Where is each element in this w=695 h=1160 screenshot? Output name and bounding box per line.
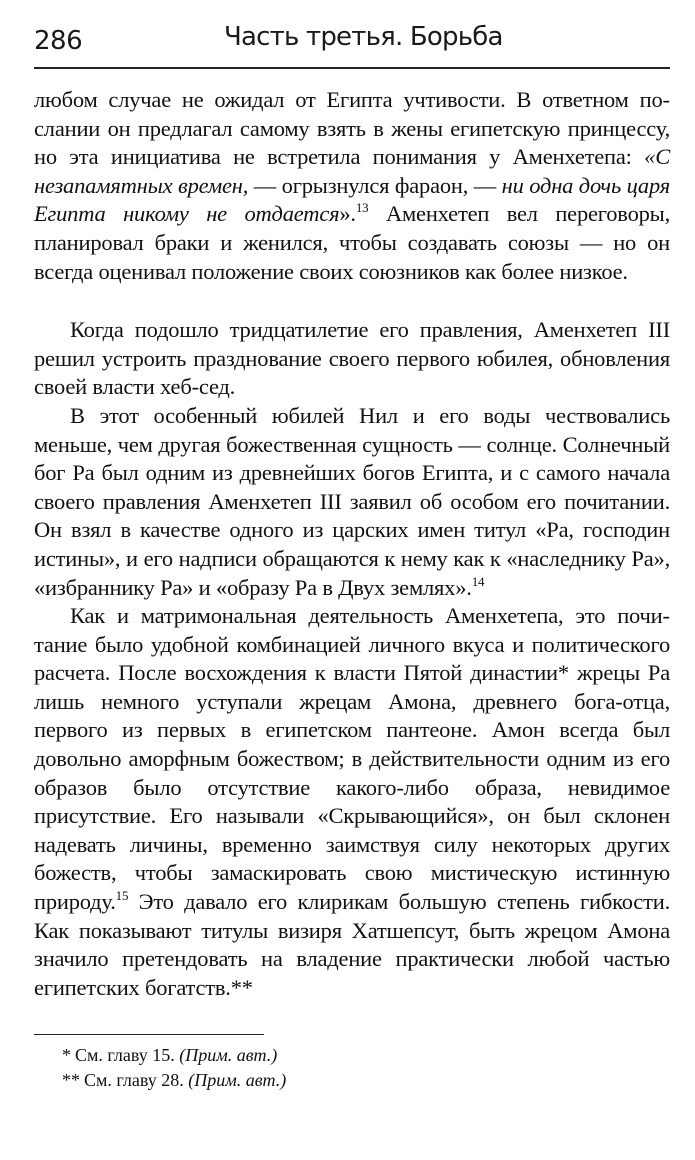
footnote-text: См. главу 15. (75, 1045, 175, 1065)
header-rule (34, 67, 670, 69)
running-header (34, 20, 670, 68)
footnote-mark: * (62, 1045, 71, 1065)
paragraph (34, 86, 670, 286)
text-run: Аменхетеп вел переговоры, планировал браки и женился, чтобы создавать союзы — но он всегда оценивал положение своих союзников как более низкое. (34, 201, 671, 284)
text-run: В этот особенный юбилей Нил и его воды чествовались меньше, чем другая божественная сущность — солнце. Солнечный бог Ра был одним из древнейших богов Египта, и с самого начала своего правления Аменхетеп III заявил об особом его почитании. Он взял в качестве одного из царских имен титул «Ра, господин истины», и его надписи обращаются к нему как к «наследнику Ра», «избраннику Ра» и «образу Ра в Двух землях». (34, 402, 670, 600)
footnote (62, 1043, 622, 1068)
body-text (34, 86, 670, 1002)
text-run: Это давало его клирикам большую степень гибкости. Как показывают титулы визиря Хатшепсут, быть жрецом Амона значило претендовать на владение практически любой частью египетских богатств.** (34, 889, 670, 1000)
paragraph (34, 402, 670, 602)
endnote-ref: 14 (471, 573, 485, 589)
text-run: Как и матримональная деятельность Аменхетепа, это почитание было удобной комбинацией личного вкуса и политического расчета. После восхождения к власти Пятой династии* (34, 603, 670, 686)
paragraph (34, 316, 670, 402)
quote-italic: ни одна дочь царя Египта никому не отдается (34, 172, 670, 227)
footnotes (62, 1043, 622, 1093)
footnote (62, 1068, 622, 1093)
endnote-ref: 13 (355, 200, 369, 216)
page-number: 286 (34, 26, 83, 56)
text-run: любом случае не ожидал от Египта учтивости. В ответном послании он предлагал самому взять в жены египетскую принцессу, но эта инициатива не встретила понимания у Аменхетепа: (34, 87, 670, 170)
text-run: жрецы Ра лишь немного уступали жрецам Амона, древнего бога-отца, первого из первых в египетском пантеоне. Амон всегда был довольно аморфным божеством; в действительности одним из его образов было отсутствие какого-либо образа, невидимое присутствие. Его называли «Скрывающийся», он был склонен надевать личины, временно заимствуя силу некоторых других божеств, чтобы замаскировать свою мистическую истинную природу. (34, 660, 670, 915)
text-run: ». (339, 201, 356, 227)
text-run: — огрызнулся фараон, — (248, 172, 502, 198)
chapter-title: Часть третья. Борьба (224, 22, 503, 52)
text-run: Когда подошло тридцатилетие его правления, Аменхетеп III решил устроить празднование своего первого юбилея, обновления своей власти хеб-сед. (34, 317, 670, 400)
footnote-note: (Прим. авт.) (188, 1070, 287, 1090)
endnote-ref: 15 (115, 888, 129, 904)
footnote-text: См. главу 28. (84, 1070, 184, 1090)
footnote-note: (Прим. авт.) (179, 1045, 278, 1065)
paragraph (34, 602, 670, 1002)
footnote-mark: ** (62, 1070, 80, 1090)
footnote-rule (34, 1034, 264, 1035)
quote-italic: «С незапамятных времен, (34, 144, 670, 198)
